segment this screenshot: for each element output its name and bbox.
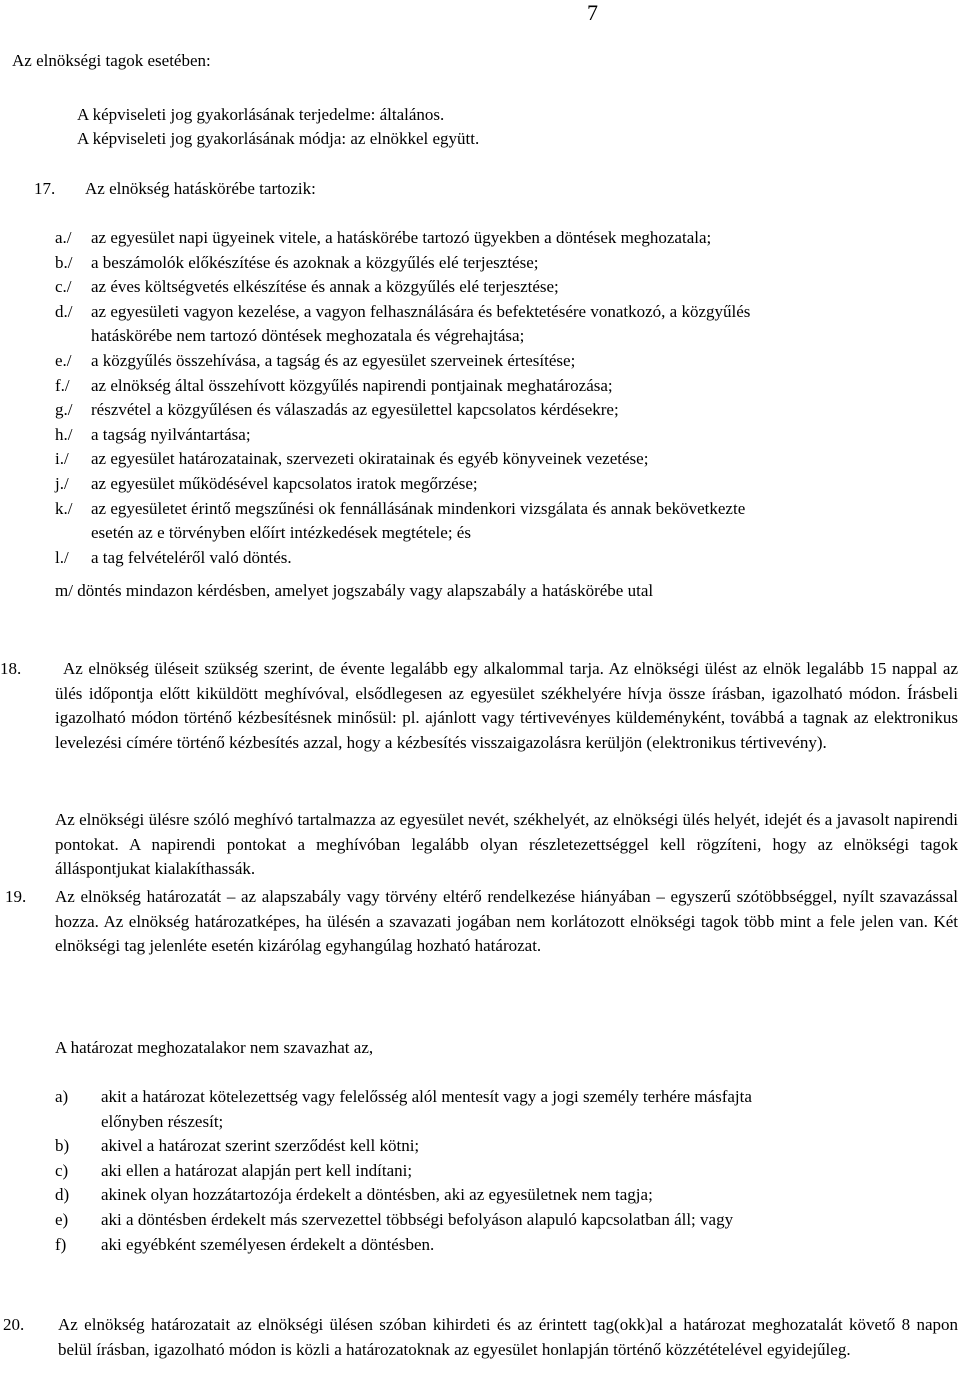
section-17-item	[55, 374, 613, 399]
section-19-item-label: c)	[55, 1160, 69, 1180]
section-19-item-text: akit a határozat kötelezettség vagy felelősség alól mentesít vagy a jogi személy terhére másfajta	[101, 1087, 752, 1106]
section-19-item-text: aki a döntésben érdekelt más szervezettel többségi befolyáson alapuló kapcsolatban áll; vagy	[101, 1210, 734, 1229]
section-17-item	[55, 546, 292, 571]
section-17-item-label: l./	[55, 547, 69, 567]
section-17-item-text: részvétel a közgyűlésen és válaszadás az egyesülettel kapcsolatos kérdésekre;	[91, 400, 619, 420]
section-17-item	[55, 423, 251, 448]
section-19-paragraph-1: Az elnökség határozatát – az alapszabály vagy törvény eltérő rendelkezése hiányában – egyszerű szótöbbséggel, nyílt szavazással hozza. Az elnökség határozatképes, ha ülésén a szavazati jogában nem korlátozott elnökségi tagok több mint a fele jelen van. Két elnökségi tag jelenléte esetén kizárólag egyhangúlag hozható határozat.	[55, 887, 958, 955]
section-17-item-text: az egyesület határozatainak, szervezeti okiratainak és egyéb könyveinek vezetése;	[91, 449, 649, 469]
section-17-item-label: i./	[55, 449, 69, 469]
section-17-item	[55, 398, 619, 423]
section-19-item	[55, 1159, 412, 1184]
section-17-item	[55, 349, 575, 374]
section-19-item-label: a)	[55, 1087, 69, 1106]
section-20-paragraph-1: Az elnökség határozatait az elnökségi ülésen szóban kihirdeti és az érintett tag(okk)al a határozat meghozatalát követő 8 napon belül írásban, igazolható módon is közli a határozatoknak az egyesület honlapján történő közzétételével egyidejűleg.	[58, 1315, 958, 1359]
section-19-item-label: b)	[55, 1136, 70, 1156]
section-19-item-label: e)	[55, 1210, 69, 1229]
section-17-item-label: f./	[55, 375, 70, 395]
section-17-item-text: a tagság nyilvántartása;	[91, 424, 251, 444]
section-17-item-label: d./	[55, 301, 73, 321]
section-17-item-label: h./	[55, 424, 73, 444]
section-17-item-text: az egyesületet érintő megszűnési ok fennállásának mindenkori vizsgálata és annak bekövetkezte	[91, 498, 746, 518]
section-17-item-text: az egyesületi vagyon kezelése, a vagyon felhasználására és befektetésére vonatkozó, a közgyűlés	[91, 301, 751, 321]
section-19-number: 19.	[5, 887, 27, 906]
section-19-item-continuation: előnyben részesít;	[101, 1111, 224, 1131]
section-17-item-text: az egyesület működésével kapcsolatos iratok megőrzése;	[91, 474, 478, 493]
section-17-item	[55, 226, 711, 251]
page-number: 7	[587, 0, 598, 25]
section-17-item-text: a beszámolók előkészítése és azoknak a közgyűlés elé terjesztése;	[91, 252, 539, 272]
section-17-item-continuation: hatáskörébe nem tartozó döntések meghozatala és végrehajtása;	[91, 326, 525, 346]
section-19-item-label: f)	[55, 1234, 67, 1254]
section-17-item	[55, 447, 648, 472]
section-17-number: 17.	[34, 179, 56, 198]
section-17-item-text: az egyesület napi ügyeinek vitele, a hatáskörébe tartozó ügyekben a döntések meghozatala;	[91, 228, 712, 247]
section-17-item-text: az elnökség által összehívott közgyűlés napirendi pontjainak meghatározása;	[91, 375, 613, 395]
section-17-item-text: az éves költségvetés elkészítése és annak a közgyűlés elé terjesztése;	[91, 277, 559, 297]
section-18-paragraph-1: Az elnökség üléseit szükség szerint, de évente legalább egy alkalommal tarja. Az elnökségi ülést az elnök legalább 15 nappal az ülés időpontja előtt kiküldött meghívóval, elsődlegesen az egyesület székhelyére hívja össze írásban, igazolható módon. Írásbeli igazolható módon történő kézbesítésnek minősül: pl. ajánlott vagy tértivevényes küldeményként, továbbá a tagnak az elektronikus levelezési címére történő kézbesítés azzal, hogy a kézbesítés visszaigazolásra kerüljön (elektronikus tértivevény).	[55, 659, 958, 752]
section-17-item-text: a tag felvételéről való döntés.	[91, 547, 292, 567]
section-19-item-text: akivel a határozat szerint szerződést kell kötni;	[101, 1136, 420, 1156]
section-19-item	[55, 1085, 752, 1110]
section-17-item-text: a közgyűlés összehívása, a tagság és az egyesület szerveinek értesítése;	[91, 351, 576, 370]
section-19-item	[55, 1134, 419, 1159]
intro-line-2: A képviseleti jog gyakorlásának módja: az elnökkel együtt.	[77, 129, 480, 148]
section-19-item-label: d)	[55, 1185, 70, 1205]
section-17-item-label: b./	[55, 252, 73, 272]
section-17-item-continuation: esetén az e törvényben előírt intézkedések megtétele; és	[91, 523, 471, 543]
intro-line-1: A képviseleti jog gyakorlásának terjedelme: általános.	[77, 105, 445, 124]
section-17-item-label: a./	[55, 228, 72, 247]
section-19-item	[55, 1208, 733, 1233]
section-19-item-text: akinek olyan hozzátartozója érdekelt a döntésben, aki az egyesületnek nem tagja;	[101, 1185, 653, 1205]
section-17-item	[55, 497, 745, 522]
section-18-paragraph-2: Az elnökségi ülésre szóló meghívó tartalmazza az egyesület nevét, székhelyét, az elnökségi ülés helyét, idejét és a javasolt napirendi pontokat. A napirendi pontokat a meghívóban legalább olyan részletezettséggel kell rögzíteni, hogy az elnökségi tagok álláspontjukat kialakíthassák.	[55, 810, 958, 878]
section-19-item	[55, 1233, 434, 1258]
section-19-item-text: aki ellen a határozat alapján pert kell indítani;	[101, 1160, 413, 1180]
section-17-item	[55, 275, 559, 300]
section-17-title: Az elnökség hatáskörébe tartozik:	[85, 179, 316, 198]
section-19-item-text: aki egyébként személyesen érdekelt a döntésben.	[101, 1234, 435, 1254]
intro-heading: Az elnökségi tagok esetében:	[12, 51, 211, 70]
section-19-item	[55, 1183, 653, 1208]
section-17-item	[55, 300, 750, 325]
section-17-item-label: k./	[55, 498, 73, 518]
section-19-lead: A határozat meghozatalakor nem szavazhat az,	[55, 1038, 374, 1057]
section-17-item-label: e./	[55, 351, 72, 370]
section-17-item-label: c./	[55, 277, 72, 297]
section-17-item	[55, 472, 478, 497]
section-17-item-label: j./	[55, 474, 69, 493]
section-17-item-label: g./	[55, 400, 73, 420]
section-18-number: 18.	[0, 659, 22, 678]
section-17-item	[55, 251, 538, 276]
section-17-last-item: m/ döntés mindazon kérdésben, amelyet jogszabály vagy alapszabály a hatáskörébe utal	[55, 581, 654, 600]
section-20-number: 20.	[3, 1315, 25, 1334]
